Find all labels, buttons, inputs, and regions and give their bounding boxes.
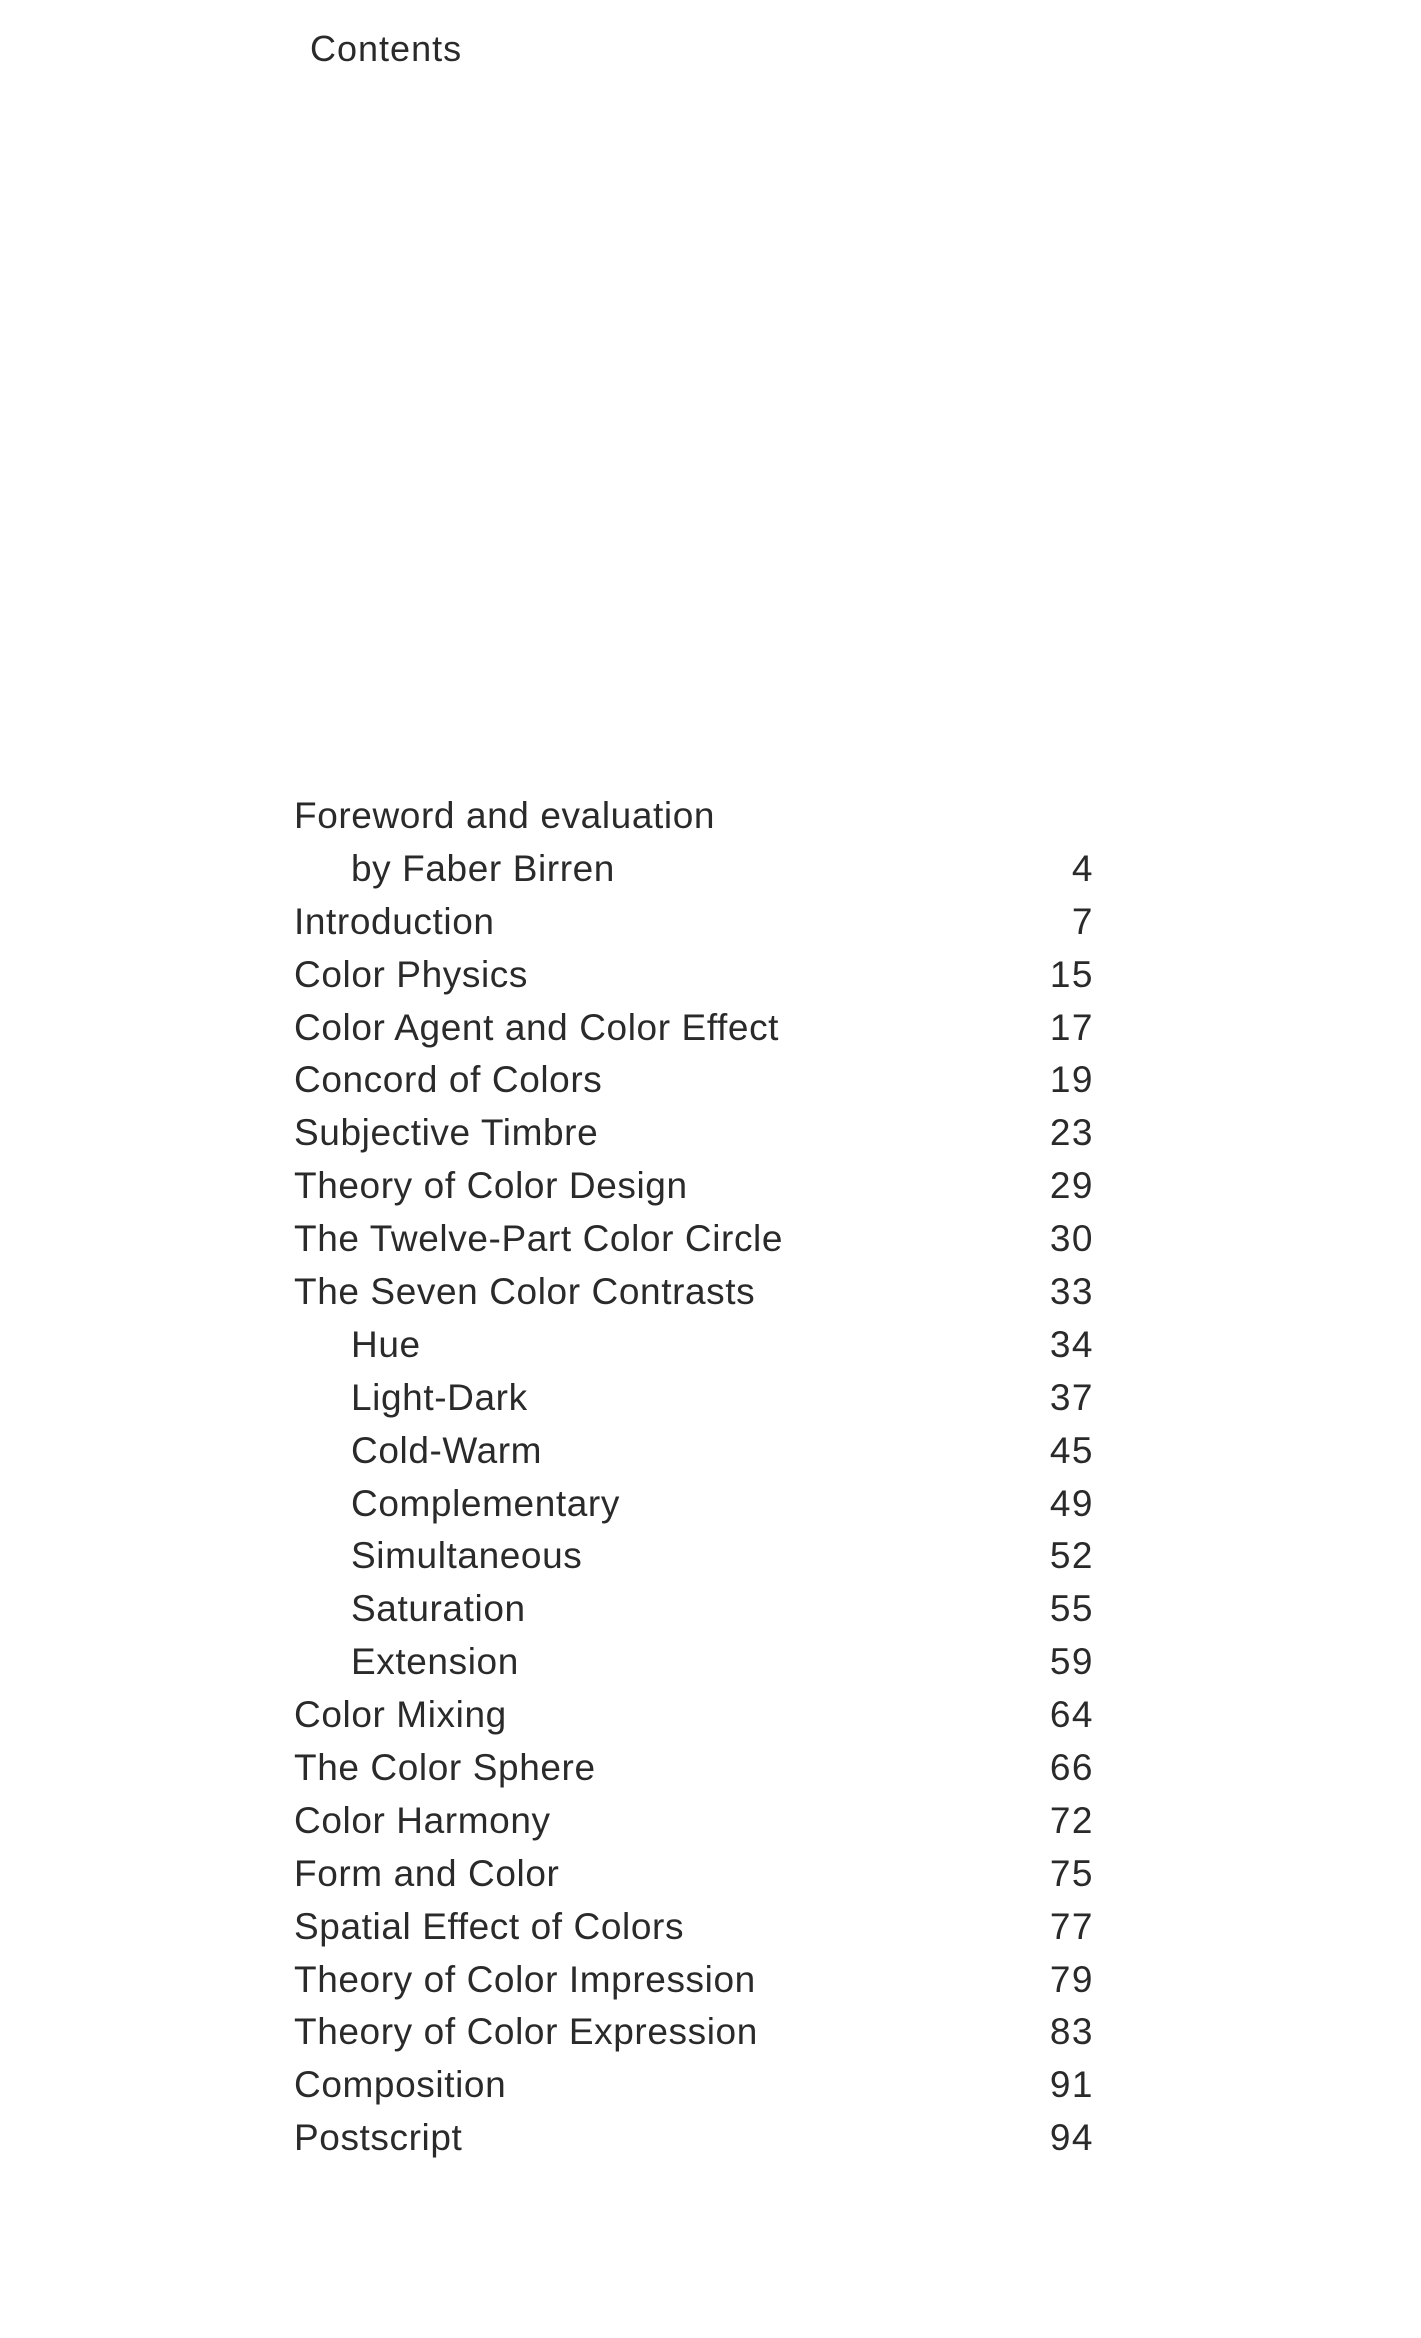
toc-entry (294, 1583, 1094, 1636)
toc-entry (294, 1107, 1094, 1160)
toc-entry-title: Color Physics (294, 953, 528, 995)
toc-entry (294, 1372, 1094, 1425)
toc-entry-page-number: 55 (1049, 1588, 1094, 1630)
toc-entry-title: Hue (351, 1323, 421, 1365)
toc-entry (294, 1901, 1094, 1954)
toc-entry-page-number: 72 (1049, 1799, 1094, 1841)
toc-entry (294, 1160, 1094, 1213)
toc-entry-page-number: 66 (1049, 1747, 1094, 1789)
page-title: Contents (310, 28, 463, 69)
toc-entry-title: Concord of Colors (294, 1059, 603, 1101)
toc-entry-title: Introduction (294, 900, 495, 942)
toc-entry-title: Subjective Timbre (294, 1112, 599, 1154)
toc-entry-page-number: 29 (1049, 1165, 1094, 1207)
toc-entry (294, 1266, 1094, 1319)
toc-entry-page-number: 23 (1049, 1112, 1094, 1154)
toc-entry-page-number: 59 (1049, 1641, 1094, 1683)
toc-entry-page-number: 34 (1049, 1323, 1094, 1365)
toc-entry-page-number: 7 (1071, 900, 1094, 942)
toc-entry-title: Color Harmony (294, 1799, 551, 1841)
toc-entry-page-number: 4 (1071, 847, 1094, 889)
toc-entry-title: The Seven Color Contrasts (294, 1271, 756, 1313)
toc-entry-page-number: 64 (1049, 1694, 1094, 1736)
toc-entry (294, 1530, 1094, 1583)
toc-entry-page-number: 79 (1049, 1958, 1094, 2000)
toc-entry-page-number: 94 (1049, 2117, 1094, 2159)
toc-entry-title: Theory of Color Impression (294, 1958, 756, 2000)
toc-entry (294, 896, 1094, 949)
toc-entry-page-number: 83 (1049, 2011, 1094, 2053)
toc-entry-page-number: 91 (1049, 2064, 1094, 2106)
toc-entry-title: Theory of Color Design (294, 1165, 688, 1207)
toc-entry-title: Spatial Effect of Colors (294, 1905, 685, 1947)
toc-entry-page-number: 19 (1049, 1059, 1094, 1101)
toc-entry-title: Color Mixing (294, 1694, 507, 1736)
toc-entry (294, 1742, 1094, 1795)
toc-entry (294, 1213, 1094, 1266)
toc-entry-page-number: 52 (1049, 1535, 1094, 1577)
toc-entry (294, 790, 1094, 843)
toc-entry (294, 949, 1094, 1002)
toc-entry (294, 1425, 1094, 1478)
toc-entry-title: Complementary (351, 1482, 620, 1524)
toc-entry-page-number: 45 (1049, 1429, 1094, 1471)
toc-entry-title: Composition (294, 2064, 507, 2106)
toc-entry-title: Foreword and evaluation (294, 795, 716, 836)
toc-entry (294, 1795, 1094, 1848)
toc-entry-title: Theory of Color Expression (294, 2011, 758, 2053)
toc-entry (294, 1319, 1094, 1372)
toc-entry-title: Cold-Warm (351, 1429, 543, 1471)
toc-entry-title: Extension (351, 1641, 519, 1683)
toc-entry-title: Saturation (351, 1588, 526, 1630)
toc-entry-title: by Faber Birren (351, 847, 615, 889)
toc-entry-page-number: 17 (1049, 1006, 1094, 1048)
toc-entry (294, 2059, 1094, 2112)
toc-entry (294, 2112, 1094, 2165)
toc-entry (294, 1478, 1094, 1531)
toc-entry-page-number: 30 (1049, 1218, 1094, 1260)
toc-entry-title: Color Agent and Color Effect (294, 1006, 780, 1048)
toc-entry (294, 843, 1094, 896)
toc-entry-title: Simultaneous (351, 1535, 583, 1577)
toc-entry-title: The Color Sphere (294, 1747, 596, 1789)
toc-entry-title: The Twelve-Part Color Circle (294, 1218, 784, 1260)
toc-entry (294, 1636, 1094, 1689)
toc-entry-page-number: 37 (1049, 1376, 1094, 1418)
toc-entry-page-number: 33 (1049, 1271, 1094, 1313)
toc-entry (294, 1054, 1094, 1107)
toc-entry-page-number: 49 (1049, 1482, 1094, 1524)
toc-entry-title: Light-Dark (351, 1376, 528, 1418)
table-of-contents (294, 790, 1094, 2165)
toc-entry (294, 1002, 1094, 1055)
toc-entry (294, 1954, 1094, 2007)
toc-entry (294, 2006, 1094, 2059)
toc-entry-page-number: 77 (1049, 1905, 1094, 1947)
toc-entry (294, 1848, 1094, 1901)
toc-entry-title: Postscript (294, 2117, 463, 2159)
toc-entry-page-number: 15 (1049, 953, 1094, 995)
toc-entry (294, 1689, 1094, 1742)
toc-entry-title: Form and Color (294, 1852, 560, 1894)
toc-entry-page-number: 75 (1049, 1852, 1094, 1894)
